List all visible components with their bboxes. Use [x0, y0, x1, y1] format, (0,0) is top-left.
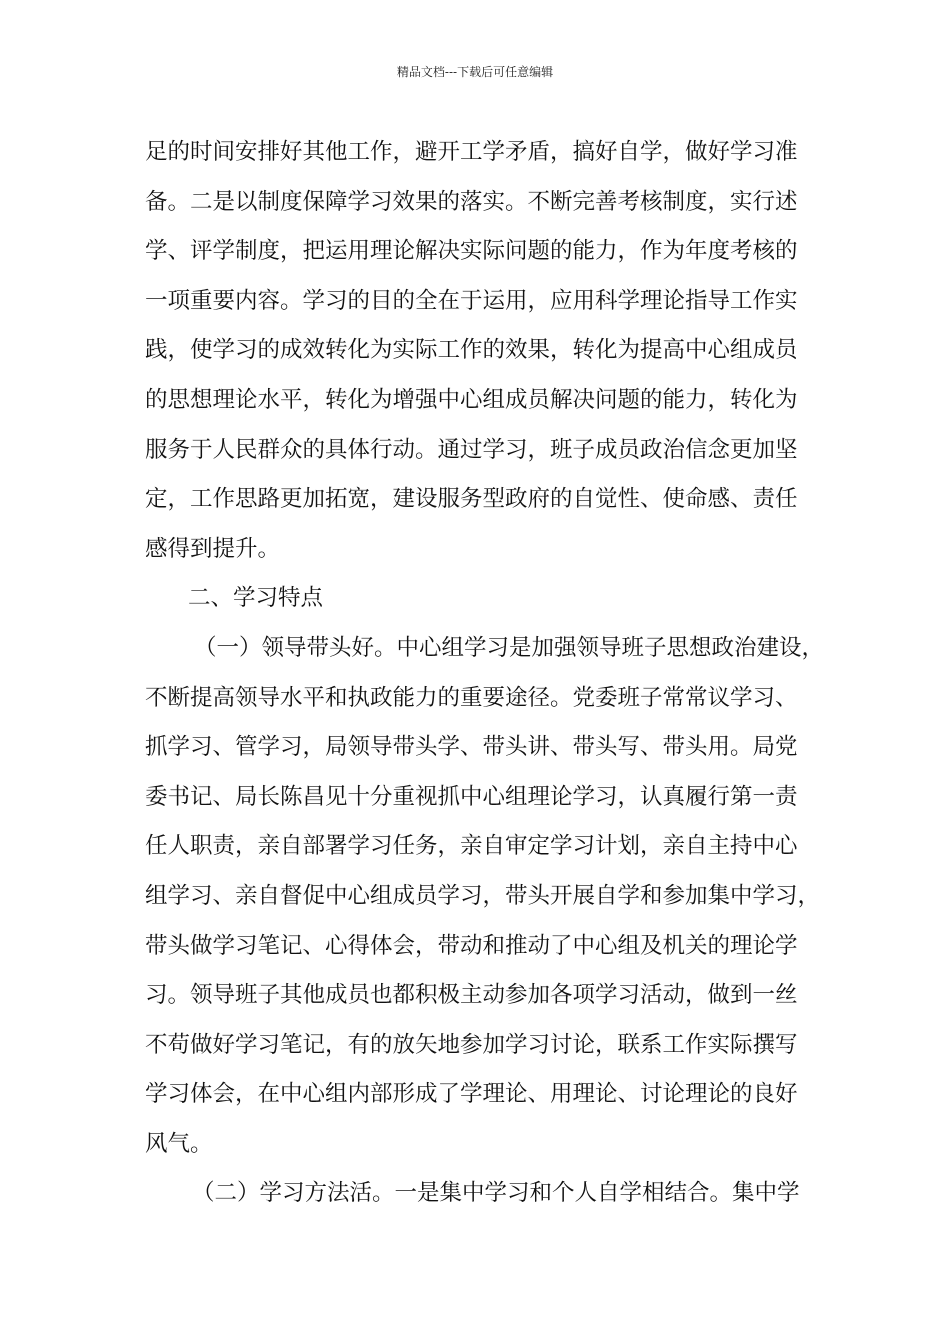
- text-line: 服务于人民群众的具体行动。通过学习，班子成员政治信念更加坚: [145, 436, 798, 463]
- text-line: 带头做学习笔记、心得体会，带动和推动了中心组及机关的理论学: [145, 932, 798, 959]
- text-line: 抓学习、管学习，局领导带头学、带头讲、带头写、带头用。局党: [145, 734, 798, 761]
- text-line: 任人职责，亲自部署学习任务，亲自审定学习计划，亲自主持中心: [145, 833, 798, 860]
- text-line: 学习体会，在中心组内部形成了学理论、用理论、讨论理论的良好: [145, 1081, 798, 1108]
- text-line: 践，使学习的成效转化为实际工作的效果，转化为提高中心组成员: [145, 337, 798, 364]
- text-line: 一项重要内容。学习的目的全在于运用，应用科学理论指导工作实: [145, 287, 798, 314]
- subsection-heading: （二）学习方法活。一是集中学习和个人自学相结合。集中学: [192, 1180, 800, 1207]
- text-line: 定，工作思路更加拓宽，建设服务型政府的自觉性、使命感、责任: [145, 486, 798, 513]
- text-line: 不断提高领导水平和执政能力的重要途径。党委班子常常议学习、: [145, 684, 798, 711]
- text-line: 感得到提升。: [145, 535, 281, 562]
- text-line: 习。领导班子其他成员也都积极主动参加各项学习活动，做到一丝: [145, 982, 798, 1009]
- section-heading: 二、学习特点: [188, 585, 324, 612]
- text-line: 学、评学制度，把运用理论解决实际问题的能力，作为年度考核的: [145, 238, 798, 265]
- text-line: 组学习、亲自督促中心组成员学习，带头开展自学和参加集中学习，: [145, 882, 821, 909]
- subsection-heading: （一）领导带头好。中心组学习是加强领导班子思想政治建设，: [194, 634, 825, 661]
- page-header: 精品文档---下载后可任意编辑: [396, 65, 554, 79]
- text-line: 备。二是以制度保障学习效果的落实。不断完善考核制度，实行述: [145, 188, 798, 215]
- text-line: 风气。: [145, 1130, 213, 1157]
- text-line: 的思想理论水平，转化为增强中心组成员解决问题的能力，转化为: [145, 386, 798, 413]
- document-body: [145, 128, 825, 1219]
- text-line: 委书记、局长陈昌见十分重视抓中心组理论学习，认真履行第一责: [145, 783, 798, 810]
- text-line: 足的时间安排好其他工作，避开工学矛盾，搞好自学，做好学习准: [145, 139, 798, 165]
- text-line: 不苟做好学习笔记，有的放矢地参加学习讨论，联系工作实际撰写: [145, 1031, 798, 1058]
